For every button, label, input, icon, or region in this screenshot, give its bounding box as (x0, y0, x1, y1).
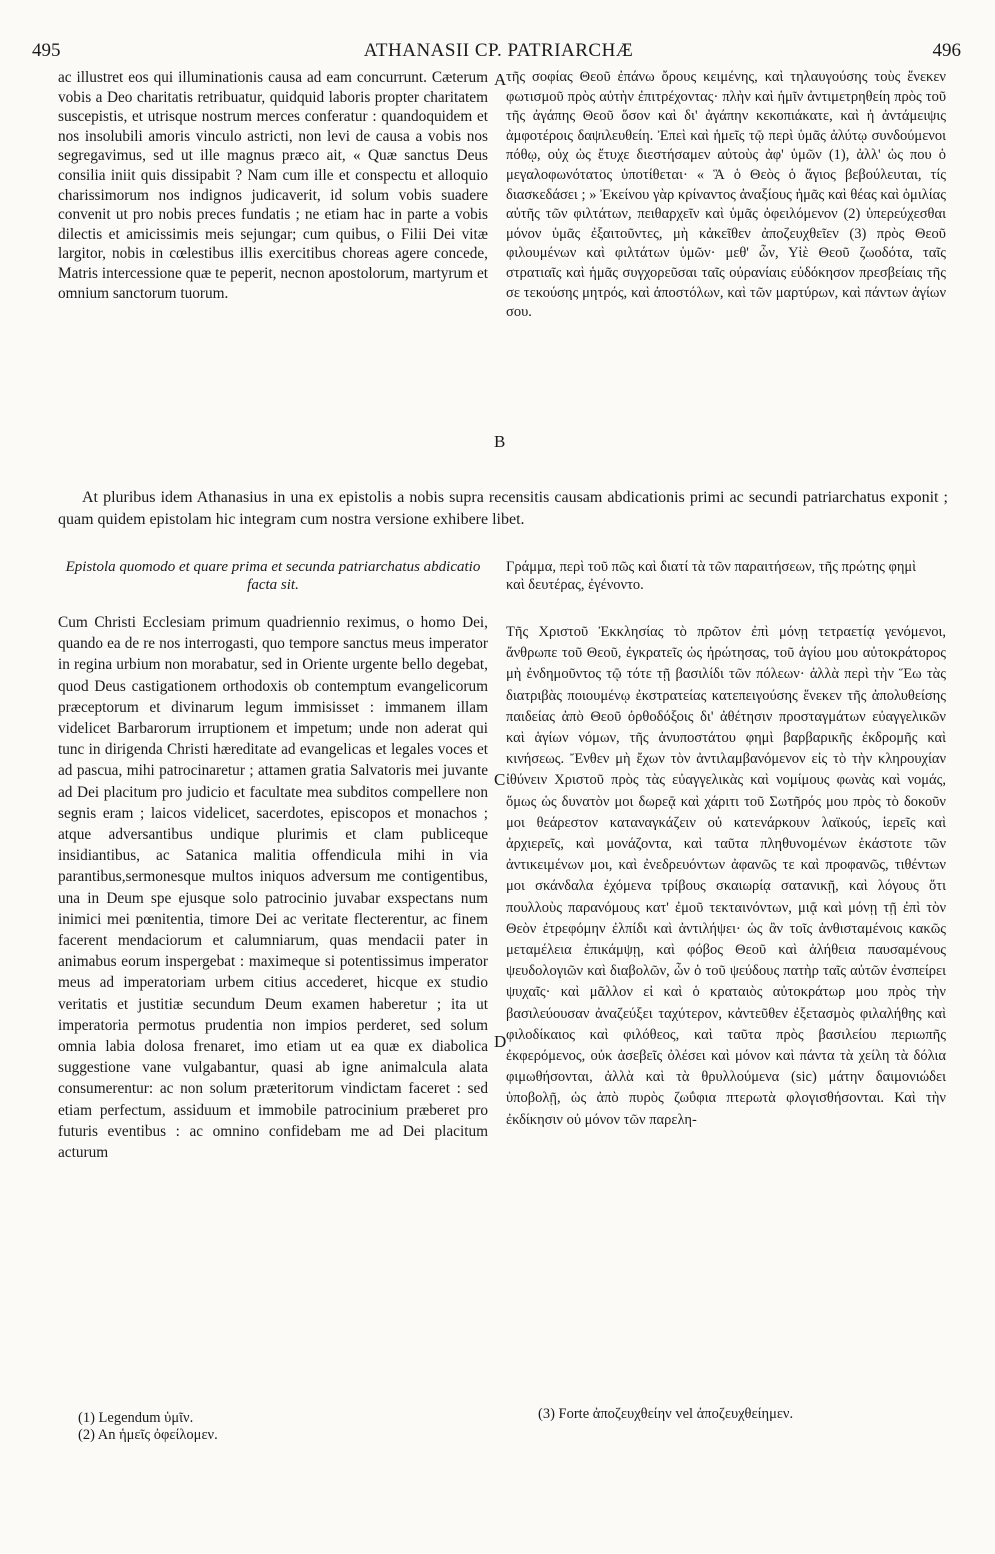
greek-column-epistle (506, 558, 946, 1131)
latin-epistle-title: Epistola quomodo et quare prima et secunda patriarchatus abdicatio facta sit. (65, 559, 481, 593)
footnote-3: (3) Forte ἀποζευχθείην vel ἀποζευχθείημεν. (538, 1406, 794, 1422)
margin-marker-c: C (494, 770, 506, 789)
page-header (30, 40, 967, 66)
margin-marker-a: A (494, 70, 507, 89)
footnote-2: (2) An ἡμεῖς ὀφείλομεν. (78, 1427, 218, 1443)
latin-column-epistle (58, 558, 488, 1163)
intro-paragraph: At pluribus idem Athanasius in una ex epistolis a nobis supra recensitis causam abdicationis primi ac secundi patriarchatus exponit ; quam quidem epistolam hic integram cum nostra versione exhibere libet. (58, 489, 948, 528)
greek-epistle-title: Γράμμα, περὶ τοῦ πῶς καὶ διατί τὰ τῶν παραιτήσεων, τῆς πρώτης φημὶ καὶ δευτέρας, ἐγένοντο. (506, 559, 917, 593)
footnote-1: (1) Legendum ὑμῖν. (78, 1410, 194, 1426)
latin-column-top (58, 68, 488, 303)
margin-marker-d: D (494, 1032, 507, 1051)
greek-column-top (506, 68, 946, 323)
margin-marker-b: B (494, 432, 506, 451)
latin-epistle-body: Cum Christi Ecclesiam primum quadriennio reximus, o homo Dei, quando ea de re nos interrogasti, quo tempore sanctus meus imperator in regina urbium non morabatur, sed in Oriente urgente bello degebat, quod Deus castigationem orthodoxis ob contemptum evangelicorum præceptorum et divinarum legum immisisset : immanem illam videlicet Barbarorum irruptionem et impetum; unde non aderat qui tunc in dirigenda Christi hæreditate ad evangelicas et legales voces et ad pascua, mihi patrocinaretur ; attamen gratia Salvatoris mei juvante ad Dei placitum pro judicio et facultate mea subditos compellere non segnis eram ; laicos videlicet, sacerdotes, episcopos et monachos ; atque adversantibus undique plurimis et clam publiceque insidiantibus, ac Satanica malitia offendicula mihi in via parantibus,sermonesque multos iniquos adversum me contigentibus, una in Deum spe ejusque solo patrocinio juvabar exspectans num inimici mei pœnitentia, timore Dei ac veritate flecterentur, ac finem facerent mendaciorum et calumniarum, quas mendacii pater in animabus eorum inspergebat : maximeque si potentissimus imperator meus ad imperatoriam urbem citius accederet, hicque ex studio veritatis et justitiæ secundum Deum examen haberetur ; ita ut imperatoria permotus prudentia non impios perderet, sed solum omnia labia dolosa frenaret, imo etiam ut ea quæ ex diabolica suggestione vane vulgabantur, quasi ab igne animalcula alata consumerentur: ac non solum præteritorum vindictam faceret : sed etiam perfectum, assiduum et immobile patrocinium præberet pro futuris eventibus : ac omnino confidebam me ad Dei placitum acturum (58, 614, 488, 1162)
greek-footnotes (538, 1406, 793, 1423)
right-page-number: 496 (932, 40, 961, 61)
greek-epistle-body: Τῆς Χριστοῦ Ἐκκλησίας τὸ πρῶτον ἐπὶ μόνῃ τετραετίᾳ γενόμενοι, ἄνθρωπε τοῦ Θεοῦ, ἐγκρατεῖς ὡς ἠρώτησας, τοῦ ἁγίου μου αὐτοκράτορος μὴ ἐνδημοῦντος τῷ τότε τῇ βασιλίδι τῶν πόλεων· ἀλλὰ περὶ τὴν Ἕω τὰς διατριβὰς ποιουμένῳ ἐκστρατείας κατεπειγούσης ἕνεκεν τῆς ἀπολυθείσης παιδείας ἀπὸ Θεοῦ ὀρθοδόξοις δι' ἀθέτησιν προσταγμάτων εὐαγγελικῶν καὶ ἁγίων νόμων, τῆς ἀνυποστάτου φημὶ βαρβαρικῆς ἐκδρομῆς καὶ κινήσεως. Ἔνθεν μὴ ἔχων τὸν ἀντιλαμβανόμενον εἰς τὸ τὴν κληρουχίαν ἰθύνειν Χριστοῦ πρὸς τὰς εὐαγγελικὰς καὶ νομίμους φωνὰς καὶ νομάς, ὅμως ὡς δυνατὸν μοι δωρεᾷ καὶ χάριτι τοῦ Σωτῆρός μου πρὸς τὸ δοκοῦν μοι θεάρεστον καταναγκάζειν οὐ κατενάρκουν λαϊκούς, ἱερεῖς καὶ ἀρχιερεῖς, καὶ μονάζοντα, καὶ ταῦτα πληθυνομένων ἑκάστοτε τῶν ἀντικειμένων μοι, καὶ ἐνεδρευόντων ἀφανῶς τε καὶ προφανῶς, τιθέντων μοι σκάνδαλα ἐχόμενα τρίβους σκαιωρίᾳ σατανικῇ, καὶ λόγους ὅτι πουλλοὺς παρανόμους κατ' ἐμοῦ τεκταινόντων, μιᾷ καὶ μόνῃ τῇ ἐπὶ τὸν Θεὸν ἐτρεφόμην ἐλπίδι καὶ ἀντιλήψει· ὡς ἂν τοῖς ἀνθισταμένοις κακῶς μεταμέλεια ἐπικάμψῃ, καὶ φόβος Θεοῦ καὶ ἀλήθεια παυσαμένους ψευδολογιῶν καὶ διαβολῶν, ὧν ὁ τοῦ ψεύδους πατὴρ ταῖς αὐτῶν ἐνσπείρει ψυχαῖς· καὶ μᾶλλον εἰ καὶ ὁ κραταιὸς αὐτοκράτωρ μου πρὸς τὴν βασιλεύουσαν ἀναζεύξει ταχύτερον, κἀντεῦθεν ἐξετασμὸς φιλαλήθης καὶ φιλοδίκαιος καὶ φιλόθεος, καὶ ταῦτα πρὸς βασιλείου περιωπῆς ἐκφερόμενος, οὐκ ἀσεβεῖς ὀλέσει καὶ μόνον καὶ πάντα τὰ χείλη τὰ δόλια φιμωθήσονται, ἀλλὰ καὶ τὰ θρυλλούμενα (sic) μάτην δαιμονιώδει ὑποβολῇ, ὡς ἀπὸ πυρὸς ζωΰφια πτερωτὰ φλογισθήσονται. Καὶ τὴν ἐκδίκησιν οὐ μόνον τῶν παρελη- (506, 624, 946, 1128)
running-title: ATHANASII CP. PATRIARCHÆ (363, 40, 634, 61)
left-page-number: 495 (32, 40, 61, 61)
greek-paragraph-top: τῆς σοφίας Θεοῦ ἐπάνω ὄρους κειμένης, καὶ τηλαυγούσης τοὺς ἕνεκεν φωτισμοῦ πρὸς αὐτὴν ἐπιτρέχοντας· πλὴν καὶ ἡμῖν ἀντιμετρηθείη πρὸς τοῦ τῆς ἀγάπης Θεοῦ ὅσον καὶ δι' ἀγάπην κεκοπιάκατε, καὶ ἡ ἀντάμειψις ἀμφοτέροις δαψιλευθείη. Ἐπεὶ καὶ ἡμεῖς τῷ περὶ ὑμᾶς ἀλύτῳ συνδούμενοι πόθῳ, οὐχ ὡς ἔτυχε διεστήσαμεν αὐτοὺς ἀφ' ὑμῶν (1), ἀλλ' ὡς που ὁ μεγαλοφωνότατος ὑποτίθεται· « Ἃ ὁ Θεὸς ὁ ἅγιος βεβούλευται, τίς διασκεδάσει ; » Ἐκείνου γὰρ κρίναντος ἀναξίους ἡμᾶς καὶ θέας καὶ ὁμιλίας αὐτῆς τῶν φιλτάτων, πειθαρχεῖν καὶ ὑμᾶς ὀφειλόμενον (2) ὑπερεύχεσθαι μόνον ὑμᾶς ἐξαιτοῦντες, μὴ κἀκεῖθεν ἀποζευχθεῖεν (3) πρὸς Θεοῦ φιλουμένων καὶ φιλτάτων ὑμῶν· μεθ' ὧν, Υἱὲ Θεοῦ ζωοδότα, ταῖς στρατιαῖς καὶ ἡμᾶς συγχορεῦσαι ταῖς οὐρανίαις εὐδόκησον πρεσβείαις τῆς σε τεκούσης μητρός, καὶ ἀποστόλων, καὶ τῶν μαρτύρων, καὶ πάντων ἁγίων σου. (506, 69, 946, 321)
latin-footnotes (78, 1410, 218, 1444)
latin-paragraph-top: ac illustret eos qui illuminationis causa ad eam concurrunt. Cæterum vobis a Deo charitatis retribuatur, quidquid laboris propter charitatem suscepistis, et utrisque nostrum merces conferatur : quandoquidem et nos insolubili amoris vinculo astricti, non levi de causa a vobis nos segregavimus, sed ut ille magnus præco ait, « Quæ sanctus Deus consilia iniit quis dissipabit ? Nam cum ille et conspectu et alloquio charissimorum nos indignos judicaverit, id solum vobis suadere convenit ut pro nobis preces fundatis ; ne etiam hac in parte a vobis dilectis et amicissimis meis sejungar; cum quibus, o Filii Dei vitæ largitor, nobis in cœlestibus illis exercitibus choreas agere concede, Matris intercessione quæ te peperit, necnon apostolorum, martyrum et omnium sanctorum tuorum. (58, 69, 488, 302)
